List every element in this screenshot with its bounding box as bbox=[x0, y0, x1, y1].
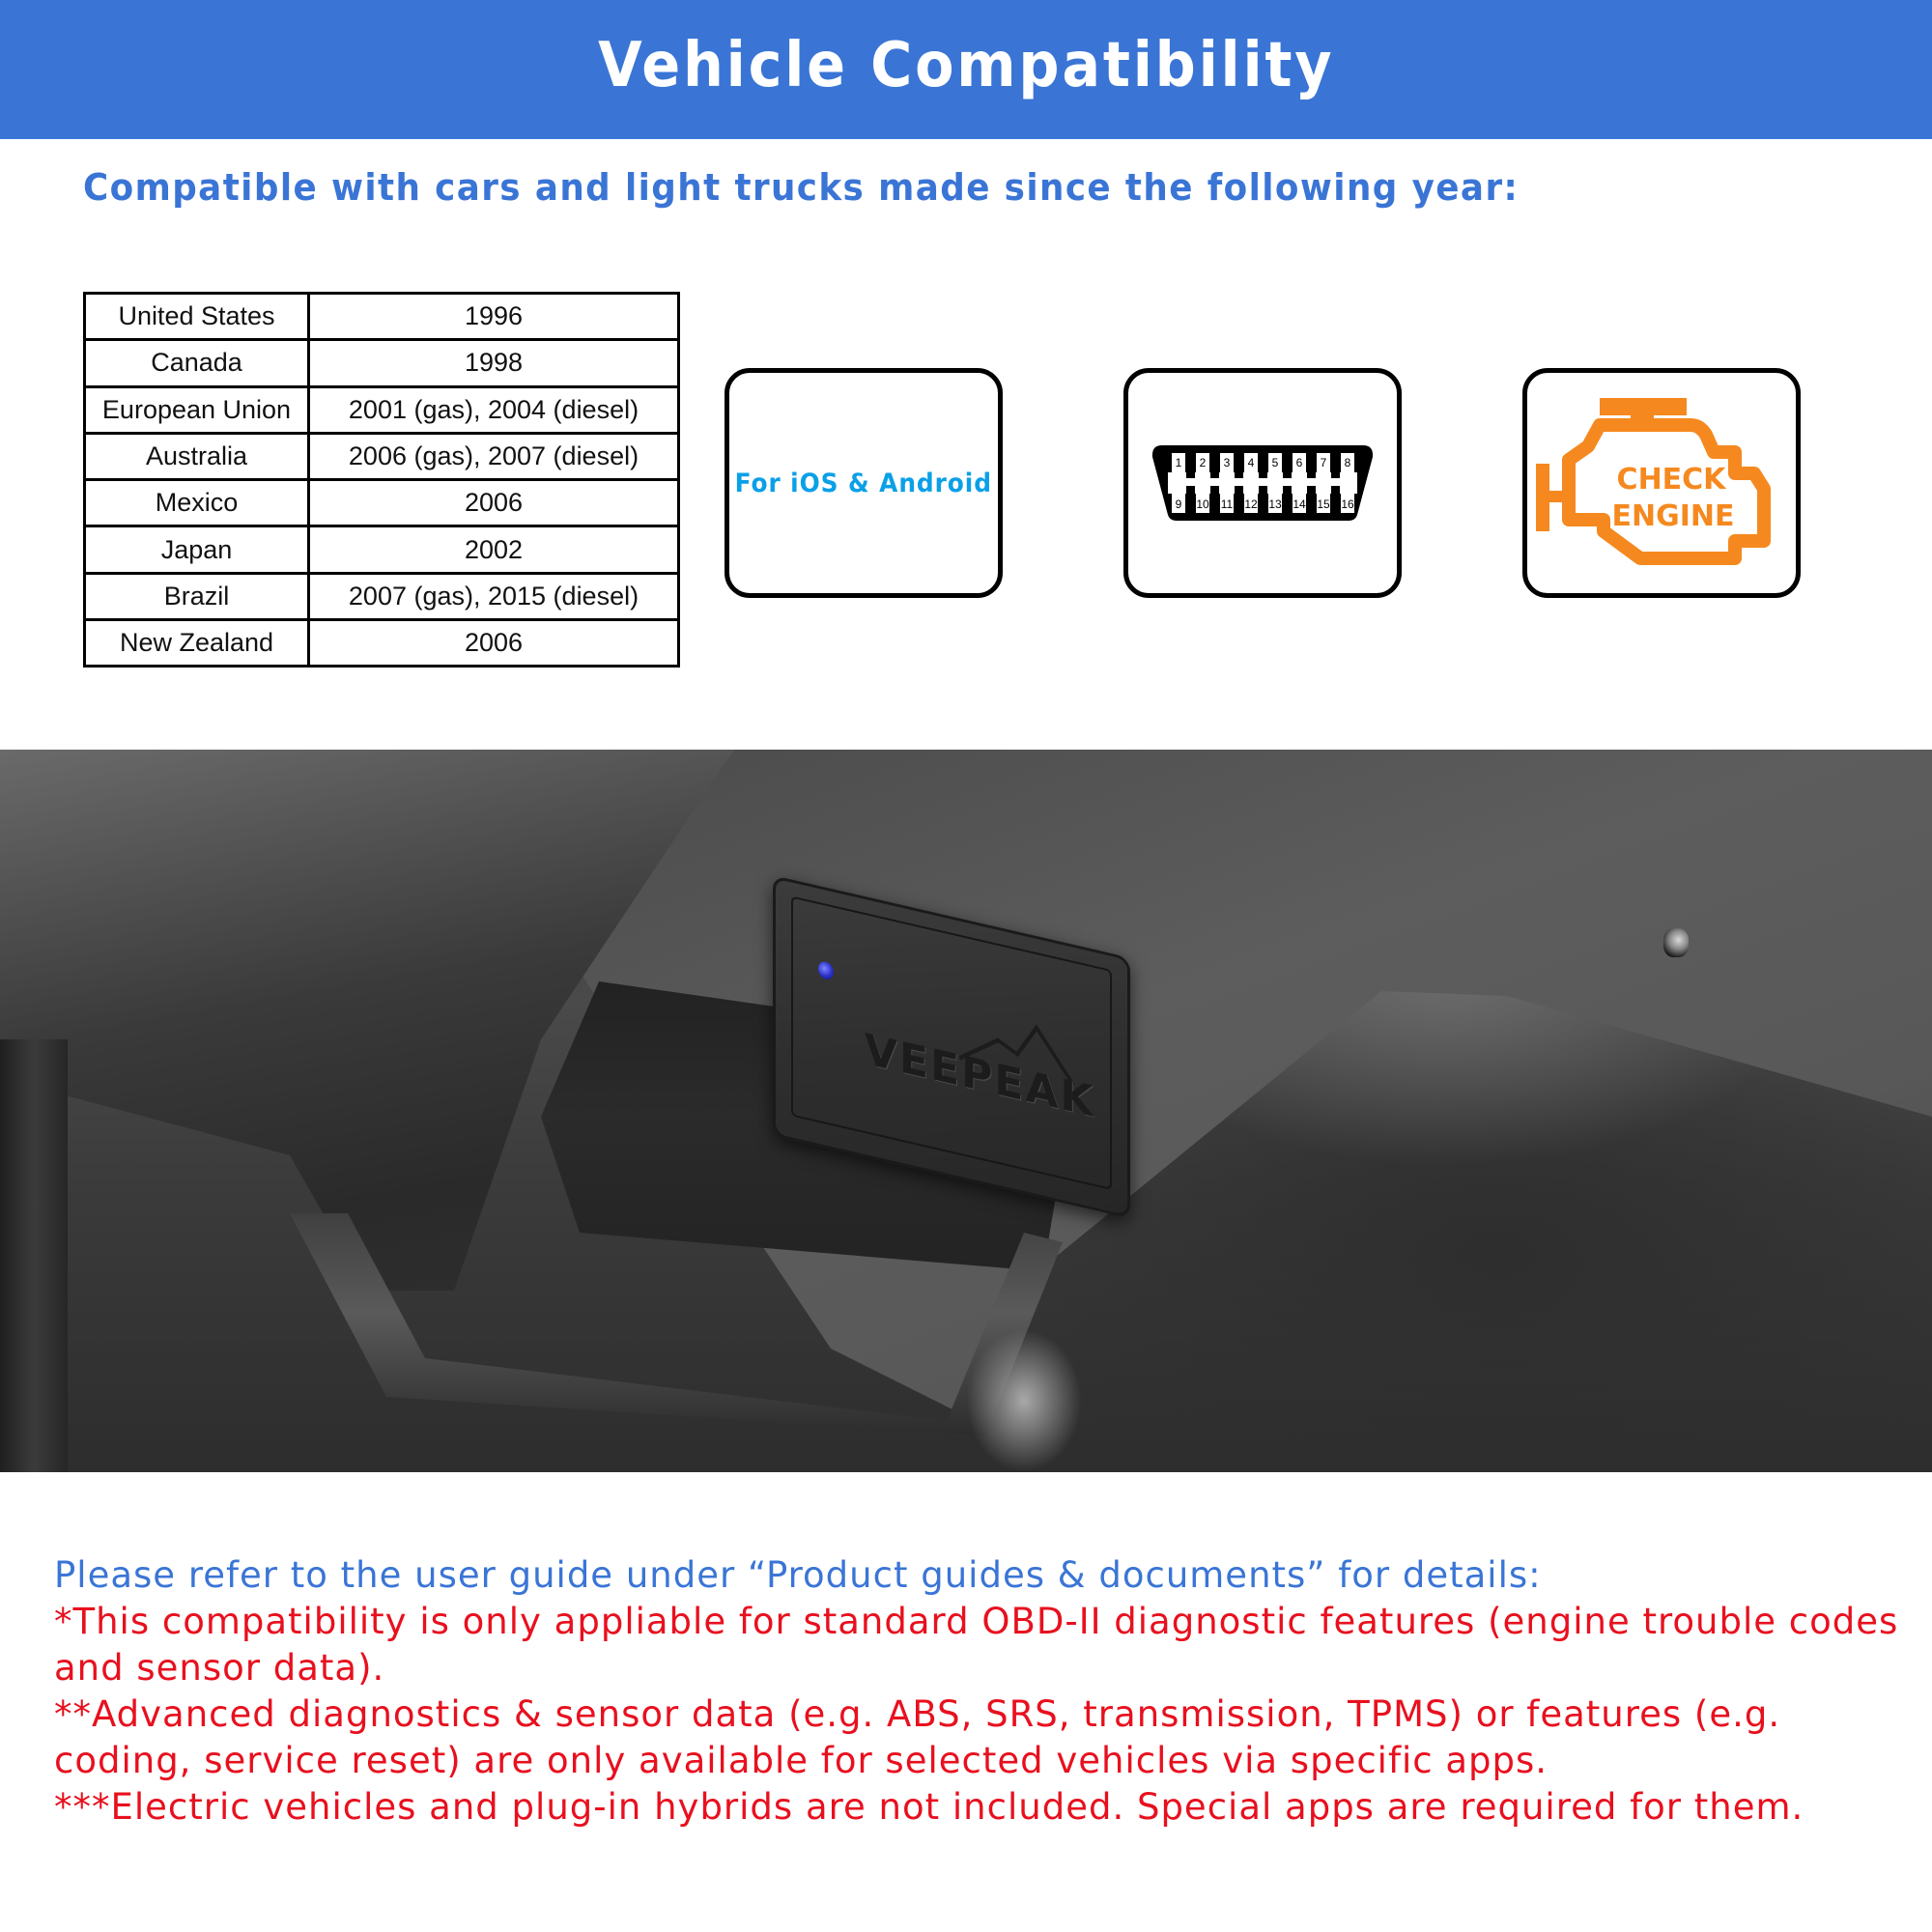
table-row bbox=[85, 294, 679, 340]
year-cell: 2006 bbox=[309, 480, 679, 526]
compatibility-table bbox=[83, 292, 680, 668]
background-blur bbox=[966, 1329, 1082, 1472]
apps-label: For iOS & Android bbox=[734, 468, 993, 498]
screw bbox=[1663, 928, 1689, 957]
engine-label: ENGINE bbox=[1611, 499, 1735, 533]
table-row bbox=[85, 386, 679, 433]
table-row bbox=[85, 340, 679, 386]
svg-text:10: 10 bbox=[1196, 497, 1209, 511]
region-cell: Mexico bbox=[85, 480, 309, 526]
year-cell: 2001 (gas), 2004 (diesel) bbox=[309, 386, 679, 433]
year-cell: 2006 (gas), 2007 (diesel) bbox=[309, 433, 679, 479]
notes-section bbox=[54, 1552, 1918, 1831]
year-cell: 2002 bbox=[309, 526, 679, 573]
note-ev-exclusion: ***Electric vehicles and plug-in hybrids are not included. Special apps are required for them. bbox=[54, 1786, 1804, 1828]
header-bar bbox=[0, 0, 1932, 139]
check-label: CHECK bbox=[1616, 463, 1726, 497]
brand-logo: VEEPEAK bbox=[865, 1024, 1095, 1128]
apps-badge bbox=[724, 368, 1003, 598]
table-row bbox=[85, 480, 679, 526]
guide-reference-text: Please refer to the user guide under “Product guides & documents” for details: bbox=[54, 1554, 1542, 1596]
page-title: Vehicle Compatibility bbox=[597, 30, 1335, 101]
svg-text:6: 6 bbox=[1295, 456, 1303, 469]
svg-text:7: 7 bbox=[1320, 456, 1327, 469]
check-engine-badge bbox=[1522, 368, 1801, 598]
svg-text:14: 14 bbox=[1293, 497, 1306, 511]
svg-text:1: 1 bbox=[1175, 456, 1182, 469]
region-cell: United States bbox=[85, 294, 309, 340]
region-cell: New Zealand bbox=[85, 620, 309, 667]
svg-text:8: 8 bbox=[1344, 456, 1351, 469]
steering-column bbox=[0, 1039, 68, 1472]
check-engine-icon bbox=[1536, 396, 1787, 570]
table-row bbox=[85, 526, 679, 573]
region-cell: Australia bbox=[85, 433, 309, 479]
table-row bbox=[85, 573, 679, 619]
obd-connector-badge bbox=[1123, 368, 1402, 598]
svg-text:3: 3 bbox=[1223, 456, 1231, 469]
section-subtitle: Compatible with cars and light trucks made since the following year: bbox=[83, 166, 1520, 209]
table-row bbox=[85, 433, 679, 479]
svg-text:12: 12 bbox=[1244, 497, 1258, 511]
product-photo bbox=[0, 750, 1932, 1472]
region-cell: Japan bbox=[85, 526, 309, 573]
svg-text:13: 13 bbox=[1268, 497, 1282, 511]
year-cell: 1996 bbox=[309, 294, 679, 340]
year-cell: 1998 bbox=[309, 340, 679, 386]
svg-text:2: 2 bbox=[1199, 456, 1207, 469]
svg-text:11: 11 bbox=[1220, 497, 1234, 511]
svg-text:5: 5 bbox=[1271, 456, 1279, 469]
year-cell: 2006 bbox=[309, 620, 679, 667]
svg-text:9: 9 bbox=[1175, 497, 1182, 511]
region-cell: Brazil bbox=[85, 573, 309, 619]
region-cell: European Union bbox=[85, 386, 309, 433]
region-cell: Canada bbox=[85, 340, 309, 386]
note-advanced-diagnostics: **Advanced diagnostics & sensor data (e.g. ABS, SRS, transmission, TPMS) or features (e.g. coding, service reset) are only available for selected vehicles via specific apps. bbox=[54, 1693, 1793, 1781]
svg-text:4: 4 bbox=[1247, 456, 1255, 469]
table-row bbox=[85, 620, 679, 667]
svg-text:16: 16 bbox=[1341, 497, 1354, 511]
obd2-connector-icon bbox=[1151, 443, 1375, 523]
year-cell: 2007 (gas), 2015 (diesel) bbox=[309, 573, 679, 619]
svg-text:15: 15 bbox=[1317, 497, 1330, 511]
note-standard-obd: *This compatibility is only appliable for standard OBD-II diagnostic features (engine trouble codes and sensor data). bbox=[54, 1601, 1912, 1689]
